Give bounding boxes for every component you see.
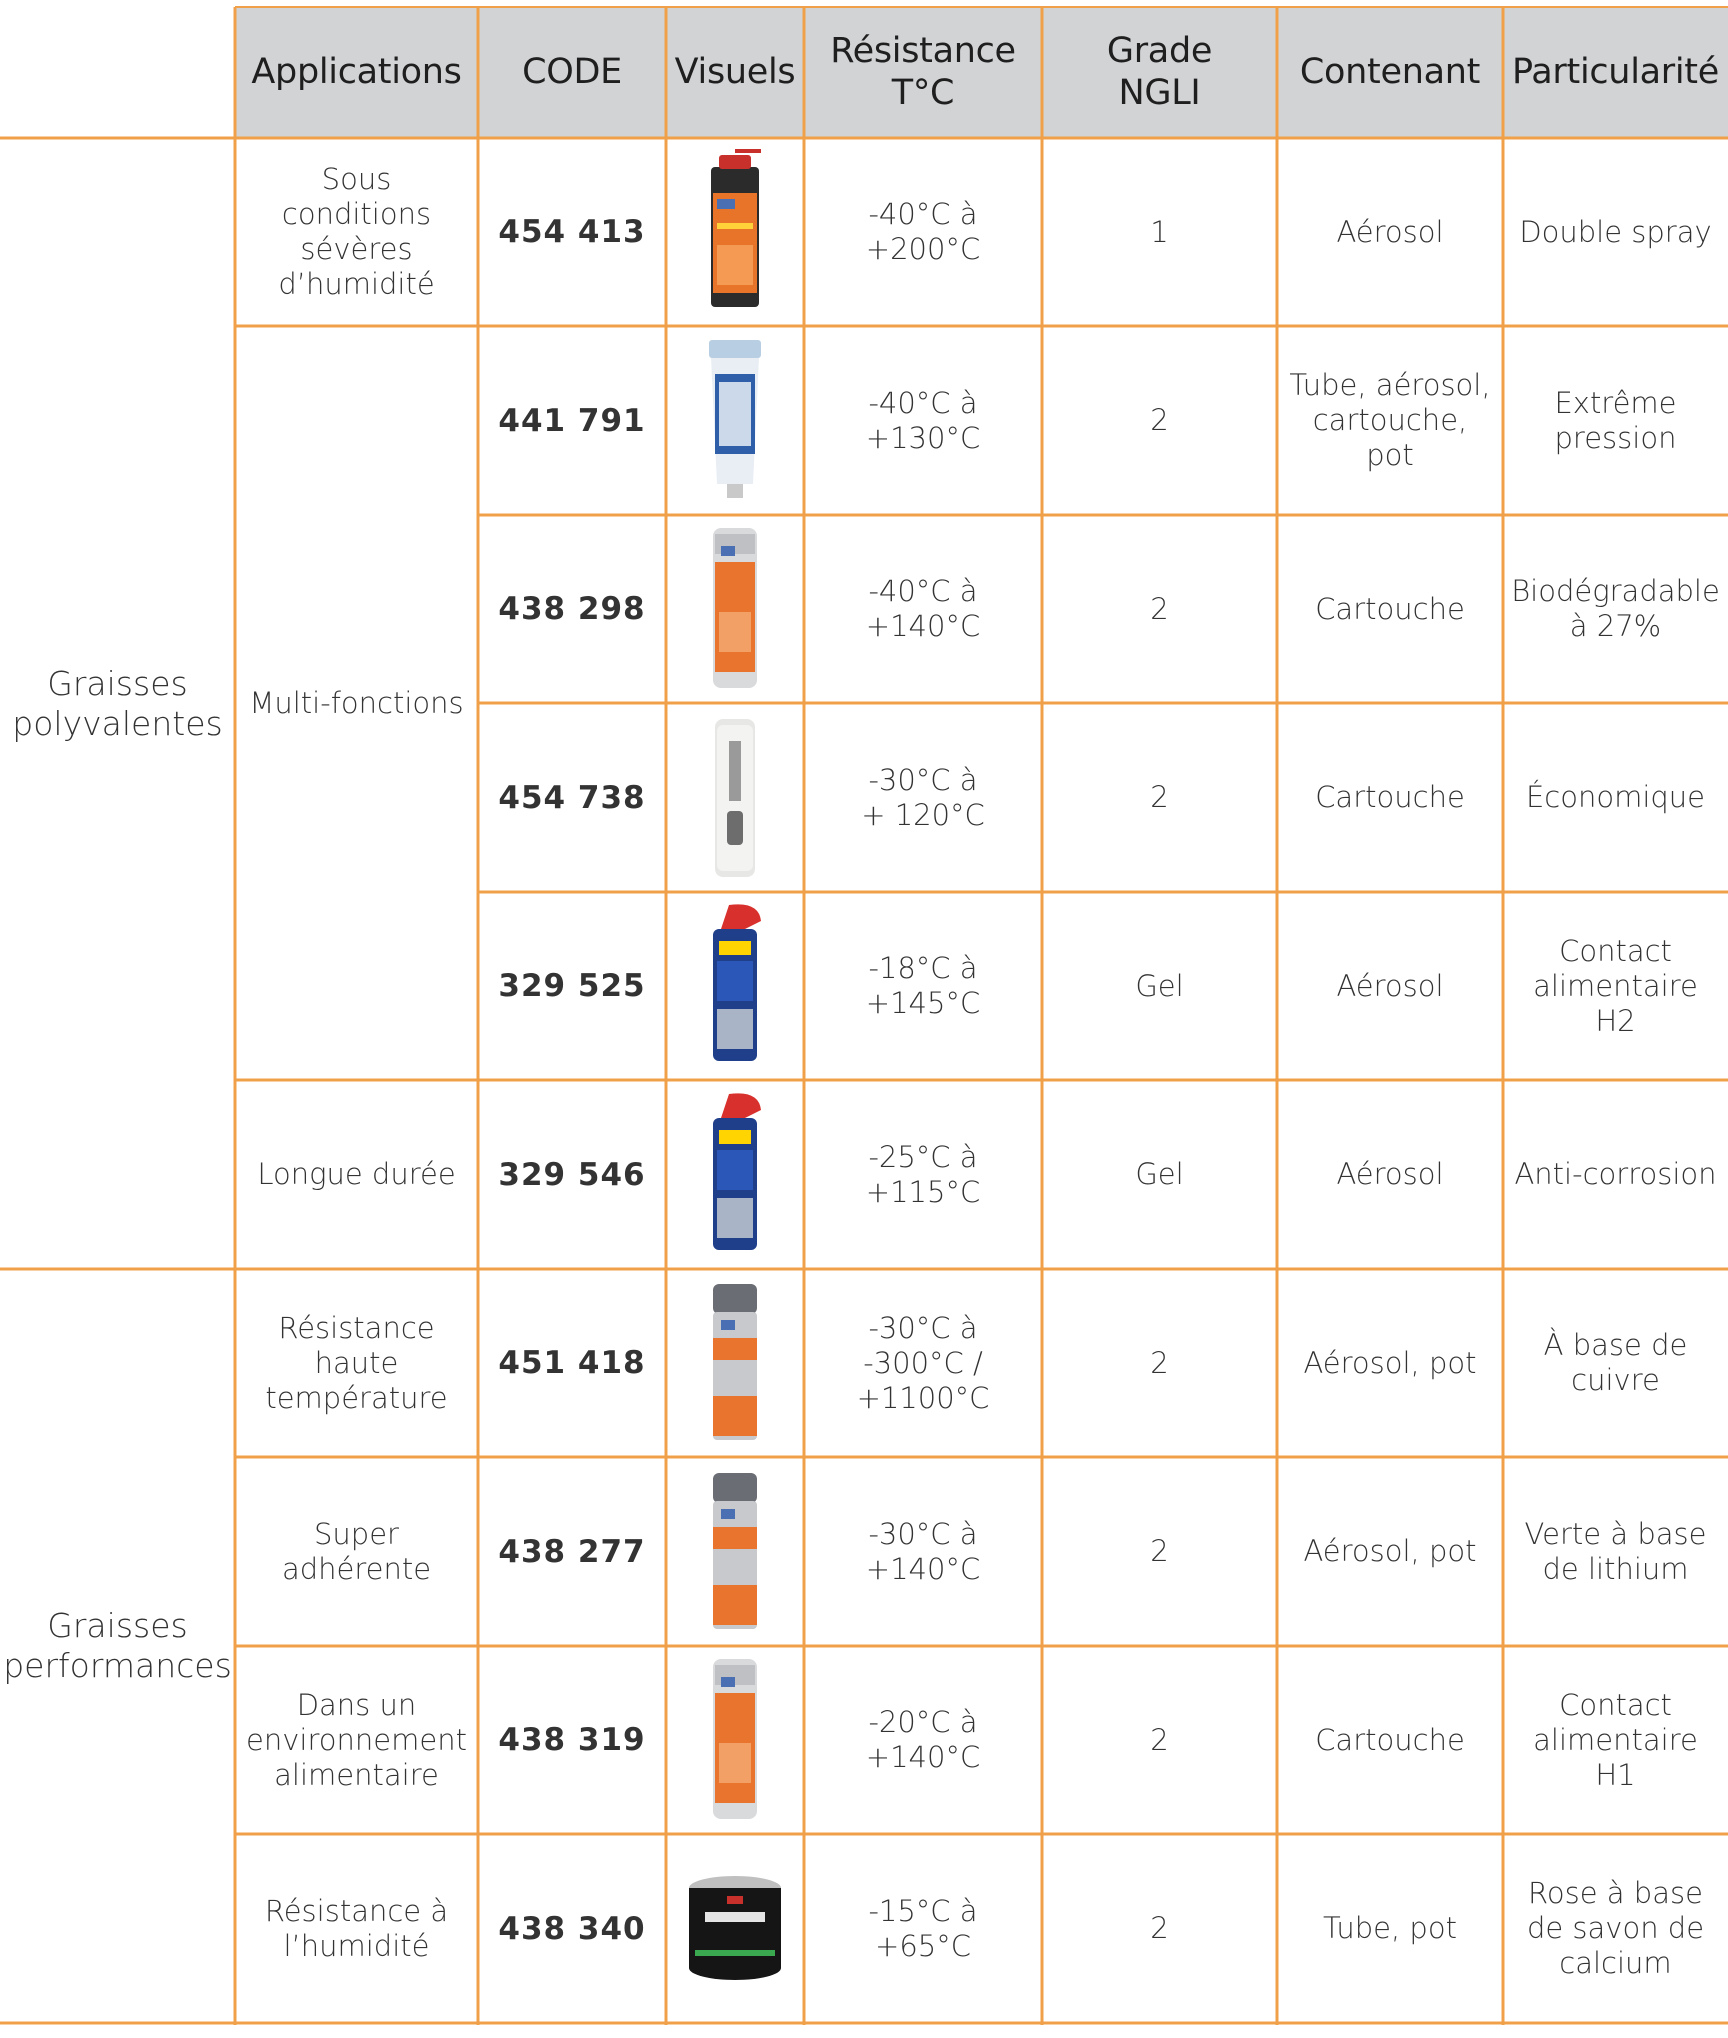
cartridge-icon (666, 522, 804, 696)
grade-cell: 2 (1150, 591, 1169, 626)
particularite-cell: Rose à base de savon de calcium (1526, 1876, 1705, 1980)
temperature-cell: -30°C à + 120°C (861, 762, 985, 832)
visual-cell (666, 1269, 804, 1457)
temperature-cell: -40°C à +200°C (865, 197, 981, 266)
visual-cell (666, 1834, 804, 2023)
grade-cell: Gel (1135, 968, 1184, 1003)
visual-cell (666, 515, 804, 703)
grade-cell: Gel (1135, 1157, 1184, 1191)
visual-cell (666, 138, 804, 326)
contenant-cell: Aérosol, pot (1303, 1534, 1477, 1568)
temperature-cell: -25°C à +115°C (865, 1139, 981, 1209)
contenant-cell: Aérosol (1336, 1157, 1444, 1191)
temperature-cell: -30°C à -300°C / +1100°C (856, 1310, 990, 1415)
visual-cell (666, 703, 804, 892)
application-cell: Longue durée (257, 1157, 456, 1191)
contenant-cell: Cartouche (1315, 591, 1465, 626)
temperature-cell: -40°C à +130°C (865, 385, 981, 455)
particularite-cell: Contact alimentaire H1 (1533, 1687, 1698, 1792)
contenant-cell: Tube, pot (1323, 1911, 1457, 1945)
grade-cell: 2 (1150, 780, 1169, 814)
grade-cell: 2 (1150, 403, 1169, 437)
temperature-cell: -20°C à +140°C (865, 1705, 981, 1774)
grade-cell: 1 (1150, 214, 1169, 249)
cartridge-clear-icon (666, 711, 804, 885)
header-code: CODE (522, 52, 622, 92)
application-cell: Multi-fonctions (249, 685, 464, 720)
code-cell: 441 791 (498, 402, 646, 439)
cartridge-icon (666, 1653, 804, 1827)
tube-icon (666, 334, 804, 508)
header-resistance: Résistance T°C (830, 31, 1016, 113)
visual-cell (666, 1646, 804, 1834)
grade-cell: 2 (1150, 1722, 1169, 1757)
contenant-cell: Tube, aérosol, cartouche, pot (1289, 368, 1491, 472)
visual-cell (666, 1457, 804, 1646)
aerosol-grey-icon (666, 1465, 804, 1639)
code-cell: 438 340 (498, 1910, 646, 1947)
particularite-cell: Extrême pression (1554, 385, 1677, 455)
code-cell: 329 525 (498, 968, 646, 1004)
code-cell: 329 546 (498, 1156, 646, 1193)
grade-cell: 2 (1150, 1345, 1169, 1380)
particularite-cell: Économique (1525, 780, 1706, 814)
contenant-cell: Cartouche (1315, 780, 1465, 814)
wd40-aerosol-icon (666, 899, 804, 1073)
header-grade: Grade NGLI (1106, 31, 1213, 113)
application-cell: Super adhérente (281, 1516, 432, 1586)
contenant-cell: Aérosol (1336, 214, 1444, 249)
application-cell: Sous conditions sévères d’humidité (278, 162, 435, 301)
group-polyvalentes: Graisses polyvalentes (12, 663, 223, 743)
header-visuels: Visuels (674, 52, 796, 92)
contenant-cell: Aérosol (1336, 968, 1444, 1003)
particularite-cell: Verte à base de lithium (1524, 1516, 1707, 1586)
grade-cell: 2 (1150, 1534, 1169, 1568)
code-cell: 438 319 (498, 1722, 646, 1758)
application-cell: Résistance haute température (265, 1310, 448, 1415)
application-cell: Dans un environnement alimentaire (246, 1687, 467, 1792)
wd40-aerosol-icon (666, 1088, 804, 1262)
aerosol-grey-icon (666, 1276, 804, 1450)
contenant-cell: Aérosol, pot (1303, 1345, 1477, 1380)
grade-cell: 2 (1150, 1911, 1169, 1945)
header-contenant: Contenant (1299, 52, 1481, 92)
header-applications: Applications (251, 52, 462, 92)
temperature-cell: -30°C à +140°C (865, 1516, 981, 1586)
code-cell: 451 418 (498, 1345, 646, 1381)
code-cell: 454 413 (498, 214, 646, 250)
particularite-cell: Double spray (1519, 214, 1712, 249)
temperature-cell: -18°C à +145°C (865, 951, 981, 1020)
code-cell: 438 277 (498, 1533, 646, 1570)
aerosol-spray-icon (666, 145, 804, 319)
temperature-cell: -15°C à +65°C (868, 1893, 978, 1963)
particularite-cell: Biodégradable à 27% (1511, 574, 1720, 643)
particularite-cell: À base de cuivre (1543, 1328, 1688, 1397)
application-cell: Résistance à l’humidité (264, 1893, 449, 1963)
contenant-cell: Cartouche (1315, 1722, 1465, 1757)
visual-cell (666, 1080, 804, 1269)
visual-cell (666, 326, 804, 515)
temperature-cell: -40°C à +140°C (865, 574, 981, 643)
visual-cell (666, 892, 804, 1080)
particularite-cell: Anti-corrosion (1514, 1157, 1717, 1191)
header-particularite: Particularité (1512, 52, 1719, 92)
tin-pot-icon (666, 1842, 804, 2016)
code-cell: 454 738 (498, 779, 646, 816)
group-performances: Graisses performances (3, 1606, 232, 1685)
particularite-cell: Contact alimentaire H2 (1533, 933, 1698, 1038)
code-cell: 438 298 (498, 591, 646, 627)
